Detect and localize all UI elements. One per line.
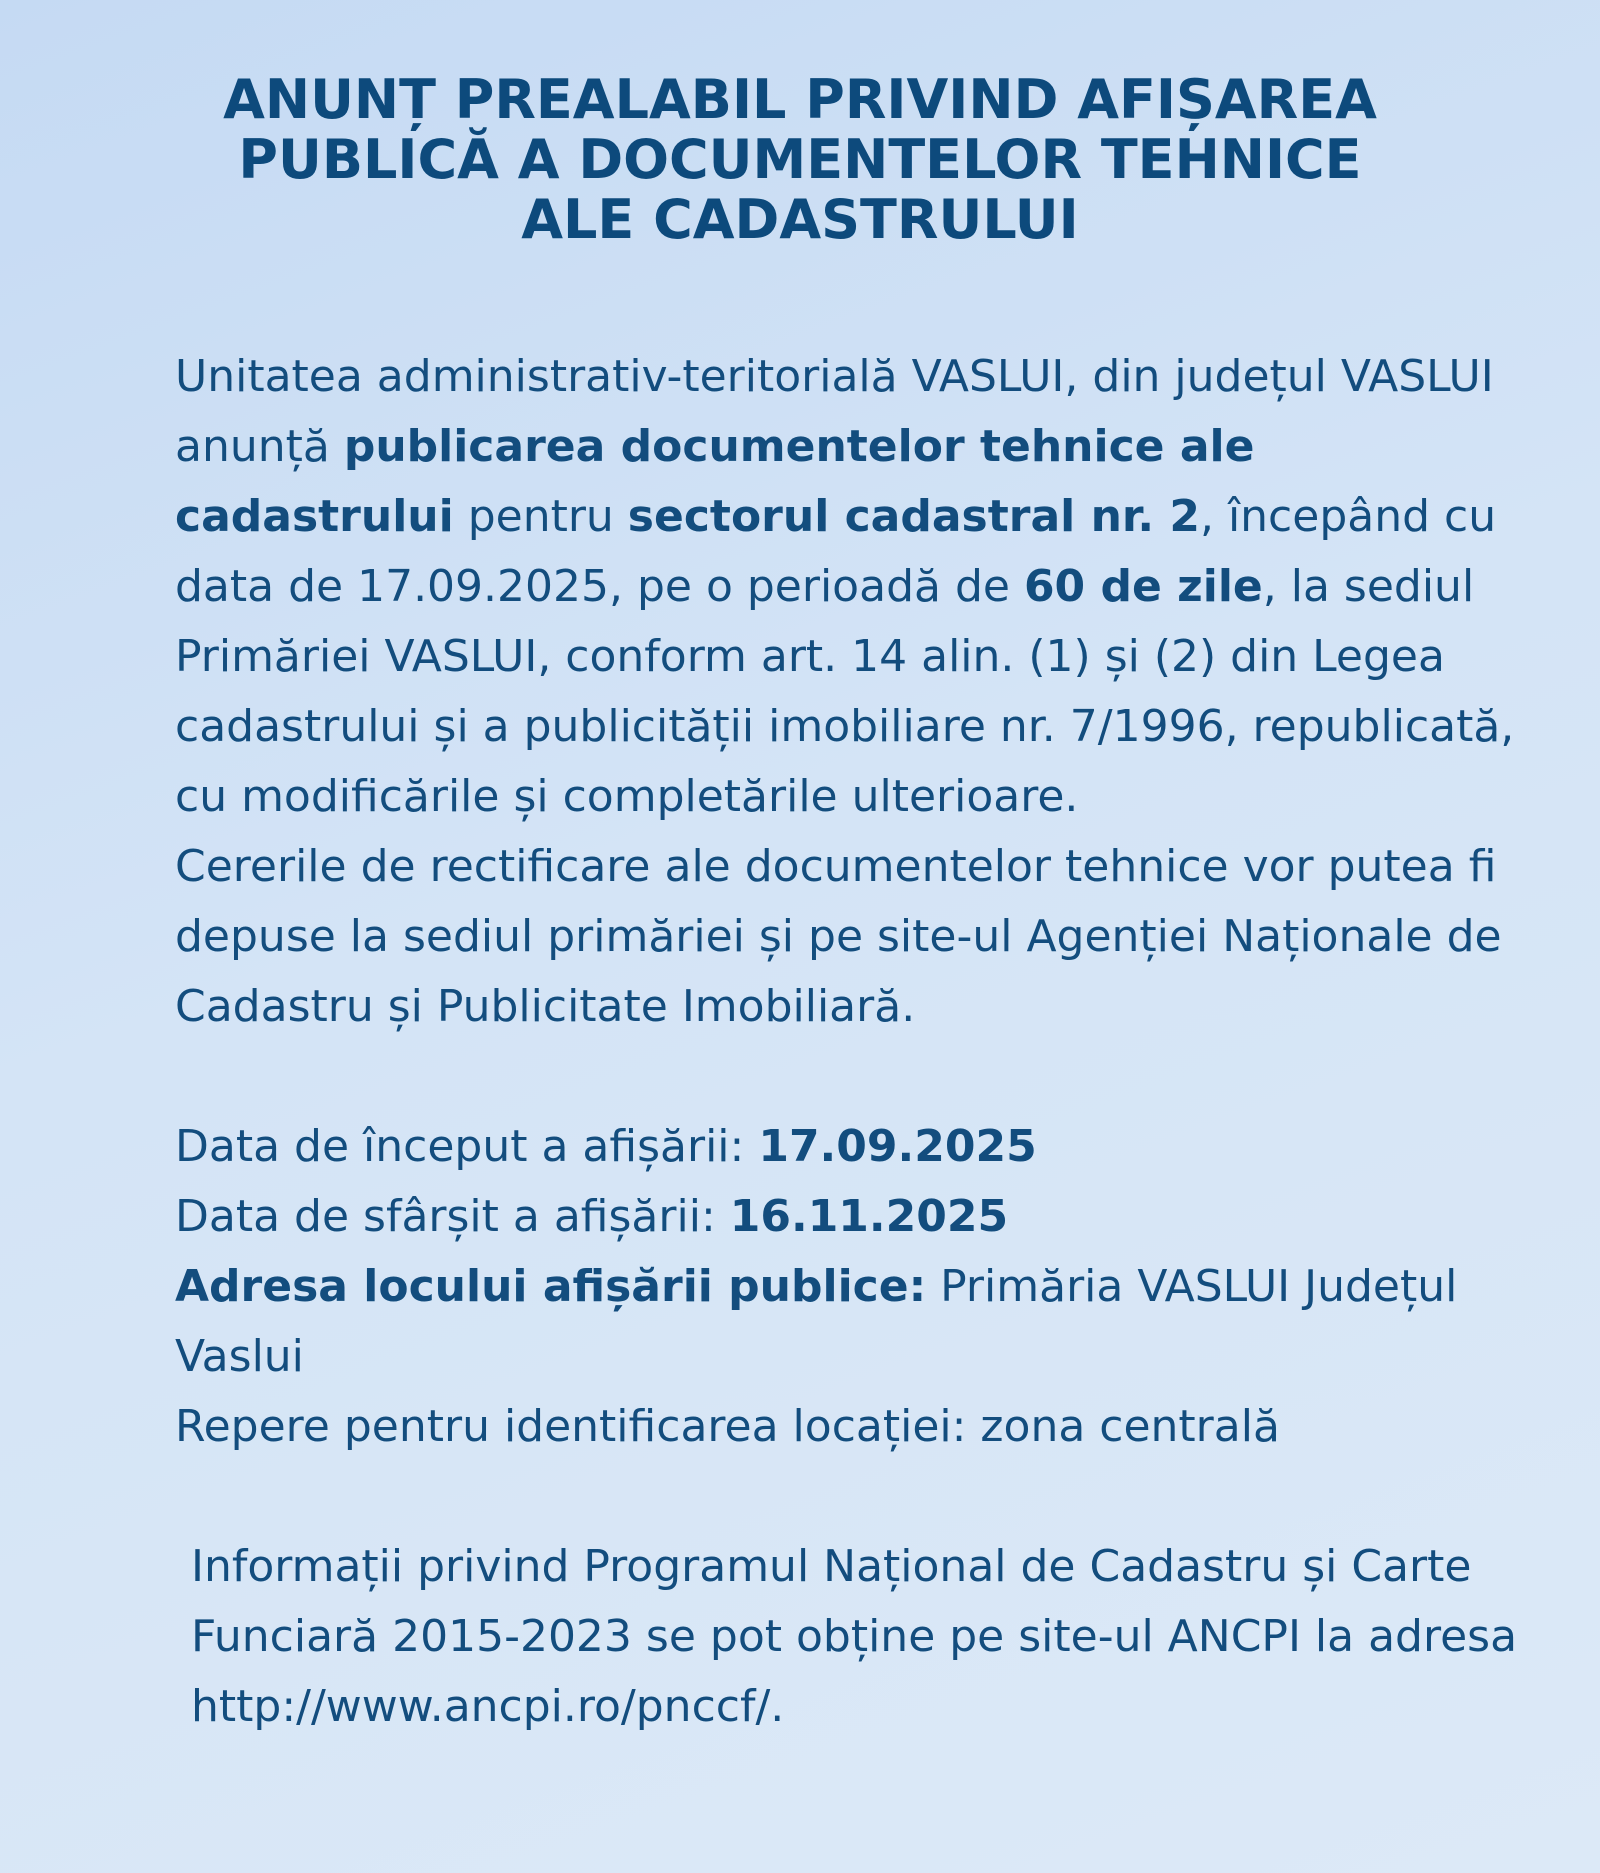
end-date-line (65, 1182, 1545, 1252)
address-label: Adresa locului afișării publice: (175, 1261, 927, 1312)
title-line-2: PUBLICĂ A DOCUMENTELOR TEHNICE (238, 128, 1362, 191)
rectification-paragraph: Cererile de rectificare ale documentelor tehnice vor putea fi depuse la sediul primăriei și pe site-ul Agenției Naționale de Cadastru și Publicitate Imobiliară. (175, 841, 1502, 1032)
address-line (65, 1252, 1545, 1392)
announcement-body (65, 342, 1545, 1742)
publication-paragraph (65, 342, 1545, 832)
p1-text-4: , la sediul Primăriei VASLUI, conform art. 14 alin. (1) și (2) din Legea cadastrului și a publicității imobiliare nr. 7/1996, republicată, cu modificările și completările ulterioare. (175, 561, 1515, 822)
p1-bold-period: 60 de zile (1023, 561, 1263, 612)
p1-bold-documents: publicarea documentelor tehnice ale cadastrului (175, 421, 1255, 542)
address-value: Primăria VASLUI Județul Vaslui (175, 1261, 1458, 1382)
p1-bold-sector: sectorul cadastral nr. 2 (627, 491, 1200, 542)
start-date-value: 17.09.2025 (758, 1121, 1037, 1172)
end-date-label: Data de sfârșit a afișării: (175, 1191, 730, 1242)
p1-text-3: , începând cu data de 17.09.2025, pe o perioadă de (175, 491, 1497, 612)
title-line-1: ANUNȚ PREALABIL PRIVIND AFIȘAREA (223, 68, 1377, 131)
start-date-line (65, 1112, 1545, 1182)
info-paragraph: Informații privind Programul Național de Cadastru și Carte Funciară 2015-2023 se pot obține pe site-ul ANCPI la adresa http://www.ancpi.ro/pnccf/. (191, 1541, 1518, 1732)
announcement-title (60, 70, 1540, 250)
p1-text-1: Unitatea administrativ-teritorială VASLUI, din județul VASLUI anunță (175, 351, 1494, 472)
landmarks-line: Repere pentru identificarea locației: zona centrală (175, 1401, 1280, 1452)
title-line-3: ALE CADASTRULUI (521, 188, 1079, 251)
p1-text-2: pentru (453, 491, 628, 542)
end-date-value: 16.11.2025 (729, 1191, 1009, 1242)
start-date-label: Data de început a afișării: (175, 1121, 759, 1172)
